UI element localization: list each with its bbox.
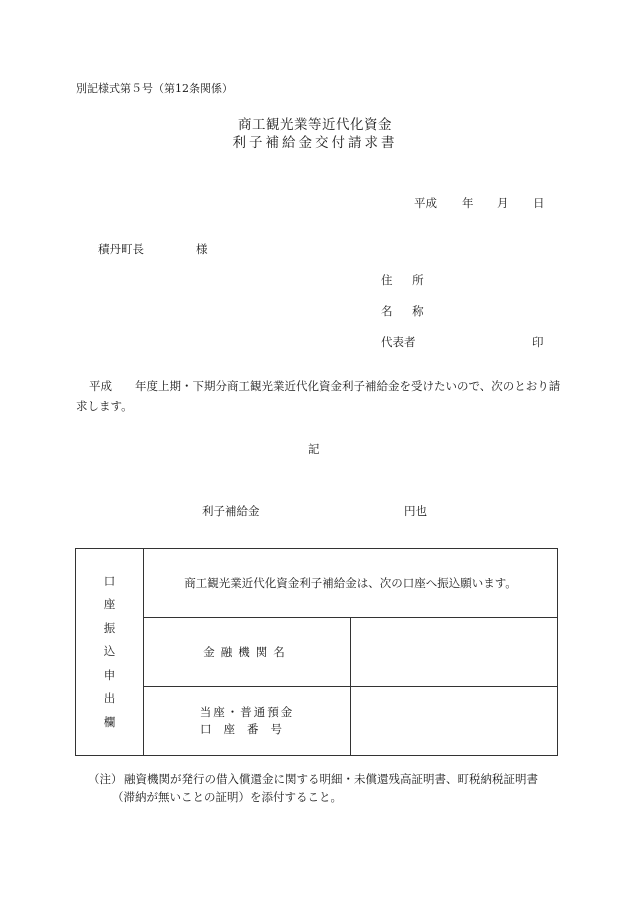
representative-label: 代表者	[381, 335, 416, 349]
side-char: 口	[103, 573, 116, 588]
address-label: 住 所	[381, 273, 432, 287]
amount-label: 利子補給金	[202, 504, 260, 518]
date-month: 月	[497, 196, 509, 210]
date-year: 年	[462, 196, 474, 210]
amount-unit: 円也	[404, 504, 427, 518]
addressee-name: 積丹町長	[98, 242, 144, 256]
side-char: 座	[103, 597, 116, 612]
account-message: 商工観光業近代化資金利子補給金は、次の口座へ振込願います。	[144, 549, 558, 618]
side-char: 出	[103, 691, 116, 706]
note-line-2: （滞納が無いことの証明）を添付すること。	[112, 790, 342, 804]
account-table	[75, 548, 558, 756]
side-char: 込	[103, 644, 116, 659]
note-line-1: 融資機関が発行の借入償還金に関する明細・未償還残高証明書、町税納税証明書	[124, 772, 538, 786]
note-head: （注）	[88, 772, 123, 786]
bank-name-field[interactable]	[351, 618, 558, 687]
body-text: 平成 年度上期・下期分商工観光業近代化資金利子補給金を受けたいので、次のとおり請求します。	[76, 379, 561, 413]
account-number-label	[144, 687, 351, 756]
side-char: 欄	[103, 714, 116, 729]
account-number-sublabel: 口座番号	[200, 722, 294, 736]
account-number-field[interactable]	[351, 687, 558, 756]
account-side-label	[76, 549, 144, 756]
date-era: 平成	[414, 196, 437, 210]
name-label: 名 称	[381, 304, 432, 318]
title-line-1: 商工観光業等近代化資金	[238, 117, 392, 133]
date-day: 日	[533, 196, 545, 210]
bank-name-label: 金融機関名	[144, 618, 351, 687]
ki-heading: 記	[308, 442, 320, 456]
account-type-label: 当座・普通預金	[199, 705, 295, 719]
side-char: 申	[103, 667, 116, 682]
seal-label: 印	[532, 335, 544, 349]
title-line-2: 利子補給金交付請求書	[232, 135, 398, 151]
addressee-honorific: 様	[196, 242, 208, 256]
form-number: 別記様式第５号（第12条関係）	[76, 82, 233, 95]
side-char: 振	[103, 620, 116, 635]
